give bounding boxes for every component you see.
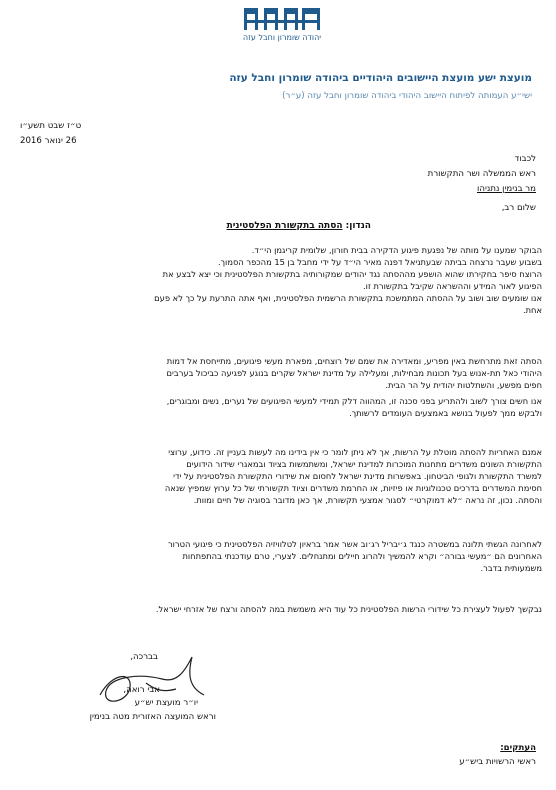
organization-subtitle: ישי״ע העמותה לפיתוח היישוב היהודי ביהודה שומרון וחבל עזה (ע״ר) <box>282 91 532 101</box>
paragraph-line: האחרונים הם ״מעשי גבורה״ וקרא להמשיך ולהרוג חיילים ומתנחלים. לצערי, טרם עודכנתי בהתפתחות <box>182 551 542 561</box>
paragraph-line: התקשורת השונים משדרים מתחנות המוכרות למדינת ישראל, ומשתמשות בציוד ובמאגרי שידור הידועים <box>186 459 542 469</box>
paragraph-line: הפיגוע לאור המידע וההשראה שקיבל בתקשורת זו. <box>363 281 542 291</box>
paragraph-3 <box>14 446 542 506</box>
recipient-line-1: לכבוד <box>514 154 536 164</box>
paragraph-line: אנו חשים צורך לשוב ולהתריע בפני סכנה זו, המהווה דלק תמידי למעשי הפיגועים של נערים, נשים ומבוגרים, <box>166 396 542 406</box>
date-hebrew: ט״ז שבט תשע״ו <box>20 121 82 131</box>
paragraph-line: הרוצח סיפר בחקירתו שהוא הושפע מההסתה נגד יהודים שמקורותיה בתקשורת הפלסטינית וכי יצא לבצע את <box>162 269 542 279</box>
closing: בברכה, <box>130 652 158 662</box>
yesha-logo <box>238 6 326 50</box>
paragraph-4 <box>14 538 542 574</box>
paragraph-line: חסימת המשדרים בדרכים טכנולוגיות או פיזיות, או החרמת משדרים וציוד תקשורתי של כל ערוץ שמפיץ שנאה <box>164 483 542 493</box>
paragraph-line: משמעותית בדבר. <box>480 563 542 573</box>
date-gregorian: 26 ינואר 2016 <box>20 136 77 146</box>
signer-title-1: יו״ר מועצת יש״ע <box>134 698 198 708</box>
paragraph-line: למשרד התקשורת ולגופי הביטחון. באפשרות מדינת ישראל לחסום את שידורי התקשורת הפלסטינית על ידי <box>173 471 542 481</box>
paragraph-line: הסתה זאת מתרחשת באין מפריע, ומאדירה את שמם של רוצחים, מפארת מעשי פיגועים, מתייחסת אל דמות <box>166 356 542 366</box>
paragraph-1 <box>14 244 542 316</box>
subject-prefix: הנדון: <box>345 221 371 231</box>
paragraph-line: אחת. <box>522 305 542 315</box>
signer-title-2: וראש המועצה האזורית מטה בנימין <box>89 712 216 722</box>
paragraph-line: ולבקש ממך לפעול בנושא באמצעים העומדים לרשותך. <box>349 408 542 418</box>
greeting: שלום רב, <box>501 203 536 213</box>
paragraph-5 <box>14 603 542 615</box>
paragraph-line: אמנם האחריות להסתה מוטלת על הרשות, אך לא ניתן לומר כי אין בידינו מה לעשות בעניין זה. כידוע, ערוצי <box>168 447 542 457</box>
subject-text: הסתה בתקשורת הפלסטינית <box>226 221 343 231</box>
paragraph-line: לאחרונה הגשתי תלונה במשטרה כנגד ג׳יבריל רג׳וב אשר אמר בראיון לטלוויזיה הפלסטינית כי פיגועי הטרור <box>167 539 542 549</box>
paragraph-line: בשבוע שעבר נרצחה בביתה שבעתניאל דפנה מאיר הי״ד על ידי מחבל בן 15 מהכפר הסמוך. <box>217 257 542 267</box>
recipient-line-3: מר בנימין נתניהו <box>477 184 536 194</box>
cc-line-1: ראשי הרשויות ביש״ע <box>459 757 536 767</box>
cc-label: העתקים: <box>500 743 536 753</box>
signer-name: אבי רואה, <box>123 685 160 695</box>
organization-name: מועצת ישע מועצת היישובים היהודיים ביהודה שומרון וחבל עזה <box>229 72 532 84</box>
paragraph-line: והסתה. נכון, זה נראה ״לא דמוקרטי״ לסגור אמצעי תקשורת, אך כאן מדובר בסוגיה של חיים ומוות. <box>193 495 542 505</box>
subject-line <box>227 221 371 231</box>
paragraph-line: הבוקר שמענו על מותה של נפגעת פיגוע הדקירה בבית חורון, שלומית קריגמן הי״ד. <box>251 245 542 255</box>
paragraph-line: אנו שומעים שוב ושוב על ההסתה המתמשכת בתקשורת הרשמית הפלסטינית, ואף אתה התרעת על כך לא פעם <box>154 293 542 303</box>
paragraph-line: היהודי כאל תת-אנוש בעל תכונות מבחילות, ומעלילה על מדינת ישראל שקרים בנוגע לפגיעה כביכול בערבים <box>166 368 542 378</box>
paragraph-2 <box>14 355 542 419</box>
recipient-line-2: ראש הממשלה ושר התקשורת <box>427 169 536 179</box>
paragraph-line: נבקשך לפעול לעצירת כל שידורי הרשות הפלסטינית כל עוד היא משמשת במה להסתה ורצח של אזרחי ישראל. <box>155 604 542 614</box>
logo-subtitle: יהודה שומרון וחבל עזה <box>242 33 322 42</box>
paragraph-line: חפים מפשע, והשתלטות יהודית על הר הבית. <box>385 380 542 390</box>
